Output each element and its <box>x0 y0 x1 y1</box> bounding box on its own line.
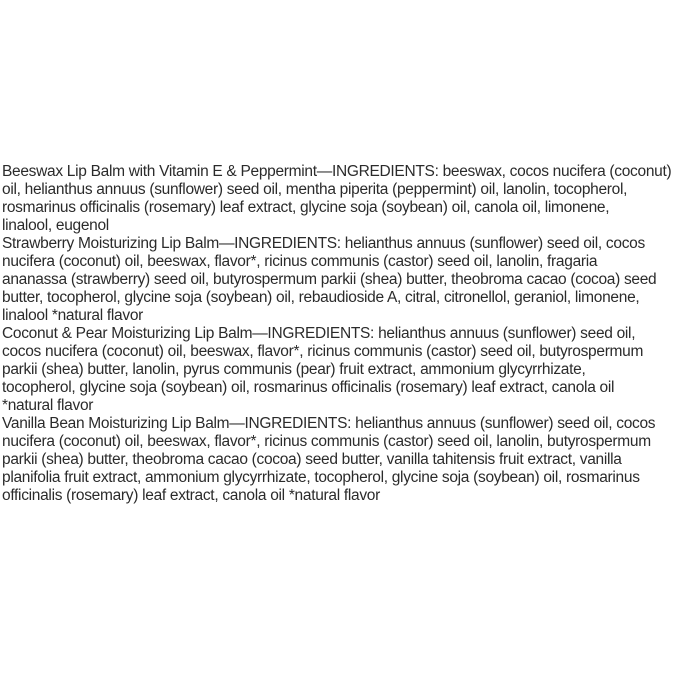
ingredients-line: linalool *natural flavor <box>2 307 143 324</box>
strawberry-lip-balm-ingredients <box>2 235 678 325</box>
ingredients-line: nucifera (coconut) oil, beeswax, flavor*, ricinus communis (castor) seed oil, lanolin, butyrospermum <box>2 433 651 450</box>
ingredients-line: Vanilla Bean Moisturizing Lip Balm—INGREDIENTS: helianthus annuus (sunflower) seed oil, cocos <box>2 415 656 432</box>
ingredients-line: officinalis (rosemary) leaf extract, canola oil *natural flavor <box>2 487 380 504</box>
ingredients-text-block <box>2 163 678 505</box>
beeswax-lip-balm-ingredients <box>2 163 678 235</box>
ingredients-line: Strawberry Moisturizing Lip Balm—INGREDIENTS: helianthus annuus (sunflower) seed oil, cocos <box>2 235 645 252</box>
ingredients-line: Beeswax Lip Balm with Vitamin E & Peppermint—INGREDIENTS: beeswax, cocos nucifera (coconut) <box>2 163 672 180</box>
ingredients-line: ananassa (strawberry) seed oil, butyrospermum parkii (shea) butter, theobroma cacao (cocoa) seed <box>2 271 657 288</box>
ingredients-line: linalool, eugenol <box>2 217 109 234</box>
ingredients-line: *natural flavor <box>2 397 94 414</box>
ingredients-line: Coconut & Pear Moisturizing Lip Balm—INGREDIENTS: helianthus annuus (sunflower) seed oil, <box>2 325 636 342</box>
vanilla-bean-lip-balm-ingredients <box>2 415 678 505</box>
ingredients-line: rosmarinus officinalis (rosemary) leaf extract, glycine soja (soybean) oil, canola oil, limonene, <box>2 199 610 216</box>
ingredients-line: nucifera (coconut) oil, beeswax, flavor*, ricinus communis (castor) seed oil, lanolin, fragaria <box>2 253 598 270</box>
coconut-pear-lip-balm-ingredients <box>2 325 678 415</box>
ingredients-line: butter, tocopherol, glycine soja (soybean) oil, rebaudioside A, citral, citronellol, geraniol, limonene, <box>2 289 640 306</box>
ingredients-line: parkii (shea) butter, lanolin, pyrus communis (pear) fruit extract, ammonium glycyrrhizate, <box>2 361 586 378</box>
ingredients-line: tocopherol, glycine soja (soybean) oil, rosmarinus officinalis (rosemary) leaf extract, canola oil <box>2 379 615 396</box>
ingredients-line: cocos nucifera (coconut) oil, beeswax, flavor*, ricinus communis (castor) seed oil, butyrospermum <box>2 343 644 360</box>
ingredients-line: parkii (shea) butter, theobroma cacao (cocoa) seed butter, vanilla tahitensis fruit extract, vanilla <box>2 451 622 468</box>
ingredients-line: planifolia fruit extract, ammonium glycyrrhizate, tocopherol, glycine soja (soybean) oil, rosmarinus <box>2 469 640 486</box>
ingredients-line: oil, helianthus annuus (sunflower) seed oil, mentha piperita (peppermint) oil, lanolin, tocopherol, <box>2 181 628 198</box>
